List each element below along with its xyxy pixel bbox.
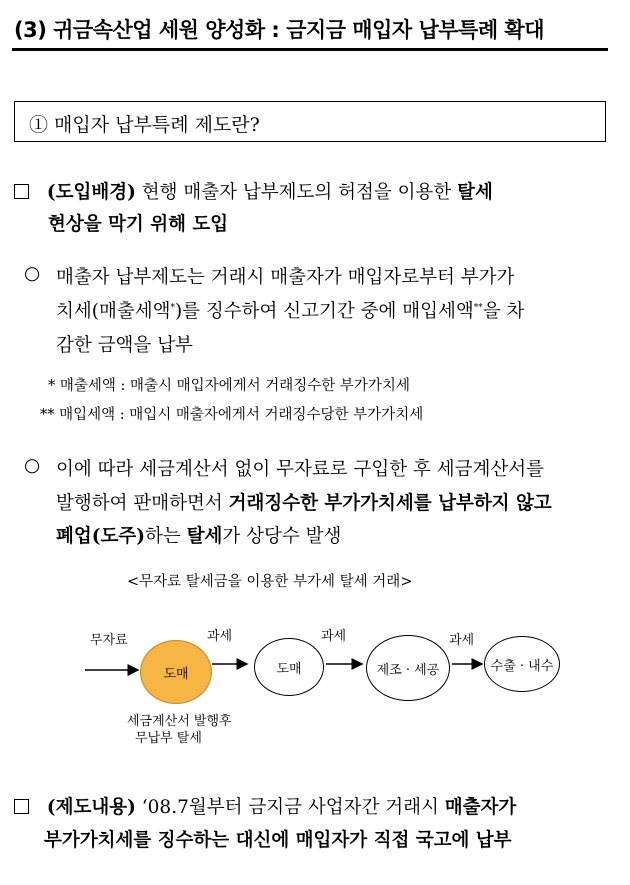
point1-line2-b: )를 징수하여 신고기간 중에 매입세액 bbox=[174, 301, 474, 322]
diagram-note-line1: 세금계산서 발행후 bbox=[127, 714, 232, 729]
section2-text: ‘08.7월부터 금지금 사업자간 거래시 bbox=[135, 797, 445, 818]
diagram-note-line2: 무납부 탈세 bbox=[135, 731, 202, 746]
node-wholesale-1-label: 도매 bbox=[163, 666, 189, 682]
point2-line1: 이에 따라 세금계산서 없이 무자료로 구입한 후 세금계산서를 bbox=[56, 459, 544, 480]
point2-line2-bold: 거래징수한 부가가치세를 납부하지 않고 bbox=[228, 493, 552, 514]
tax-label-1: 과세 bbox=[207, 629, 233, 644]
section1-text: 현행 매출자 납부제도의 허점을 이용한 bbox=[135, 182, 458, 203]
subsection-title: ① 매입자 납부특례 제도란? bbox=[29, 114, 260, 136]
footnote-1: * 매출세액 : 매출시 매입자에게서 거래징수한 부가가치세 bbox=[48, 378, 410, 394]
footnote-mark-1: * bbox=[170, 302, 175, 313]
node-export-label: 수출 · 내수 bbox=[490, 658, 554, 674]
input-label: 무자료 bbox=[90, 633, 128, 648]
section1-tag: (도입배경) bbox=[46, 182, 136, 203]
node-wholesale-2 bbox=[254, 638, 324, 696]
point2-line3-c: 가 상당수 발생 bbox=[222, 526, 342, 547]
section1-line2: 현상을 막기 위해 도입 bbox=[48, 214, 229, 235]
node-manufacturing bbox=[366, 635, 450, 701]
point1-line2-a: 치세(매출세액 bbox=[56, 301, 171, 322]
footnote-mark-2: ** bbox=[473, 302, 483, 313]
node-export bbox=[484, 636, 560, 692]
square-bullet-icon bbox=[14, 799, 29, 814]
tax-label-3: 과세 bbox=[449, 633, 475, 648]
section2-tag: (제도내용) bbox=[46, 797, 136, 818]
section2-bold: 매출자가 bbox=[444, 797, 517, 818]
section1-bold: 탈세 bbox=[457, 182, 493, 203]
point1-line3: 감한 금액을 납부 bbox=[56, 335, 193, 356]
point2-line3-b: 하는 bbox=[145, 526, 187, 547]
point2-line3-bold2: 탈세 bbox=[186, 526, 223, 547]
footnote-2: ** 매입세액 : 매입시 매출자에게서 거래징수당한 부가가치세 bbox=[40, 407, 424, 423]
section2-line1 bbox=[14, 793, 516, 819]
tax-label-2: 과세 bbox=[321, 629, 347, 644]
point1-line2-c: 을 차 bbox=[482, 301, 525, 322]
node-wholesale-1 bbox=[140, 640, 212, 704]
section2-line2: 부가가치세를 징수하는 대신에 매입자가 직접 국고에 납부 bbox=[44, 830, 512, 851]
point2-marker: ○ bbox=[24, 455, 41, 476]
point1-line1: 매출자 납부제도는 거래시 매출자가 매입자로부터 부가가 bbox=[56, 267, 515, 288]
point1-marker: ○ bbox=[24, 263, 41, 284]
diagram-caption: <무자료 탈세금을 이용한 부가세 탈세 거래> bbox=[127, 574, 413, 590]
point2-line3-bold1: 폐업(도주) bbox=[56, 526, 145, 547]
node-wholesale-2-label: 도매 bbox=[276, 661, 302, 677]
point2-line2-a: 발행하여 판매하면서 bbox=[56, 493, 229, 514]
node-manufacturing-label: 제조 · 세공 bbox=[376, 662, 440, 678]
section-title: (3) 귀금속산업 세원 양성화 : 금지금 매입자 납부특례 확대 bbox=[14, 18, 544, 42]
